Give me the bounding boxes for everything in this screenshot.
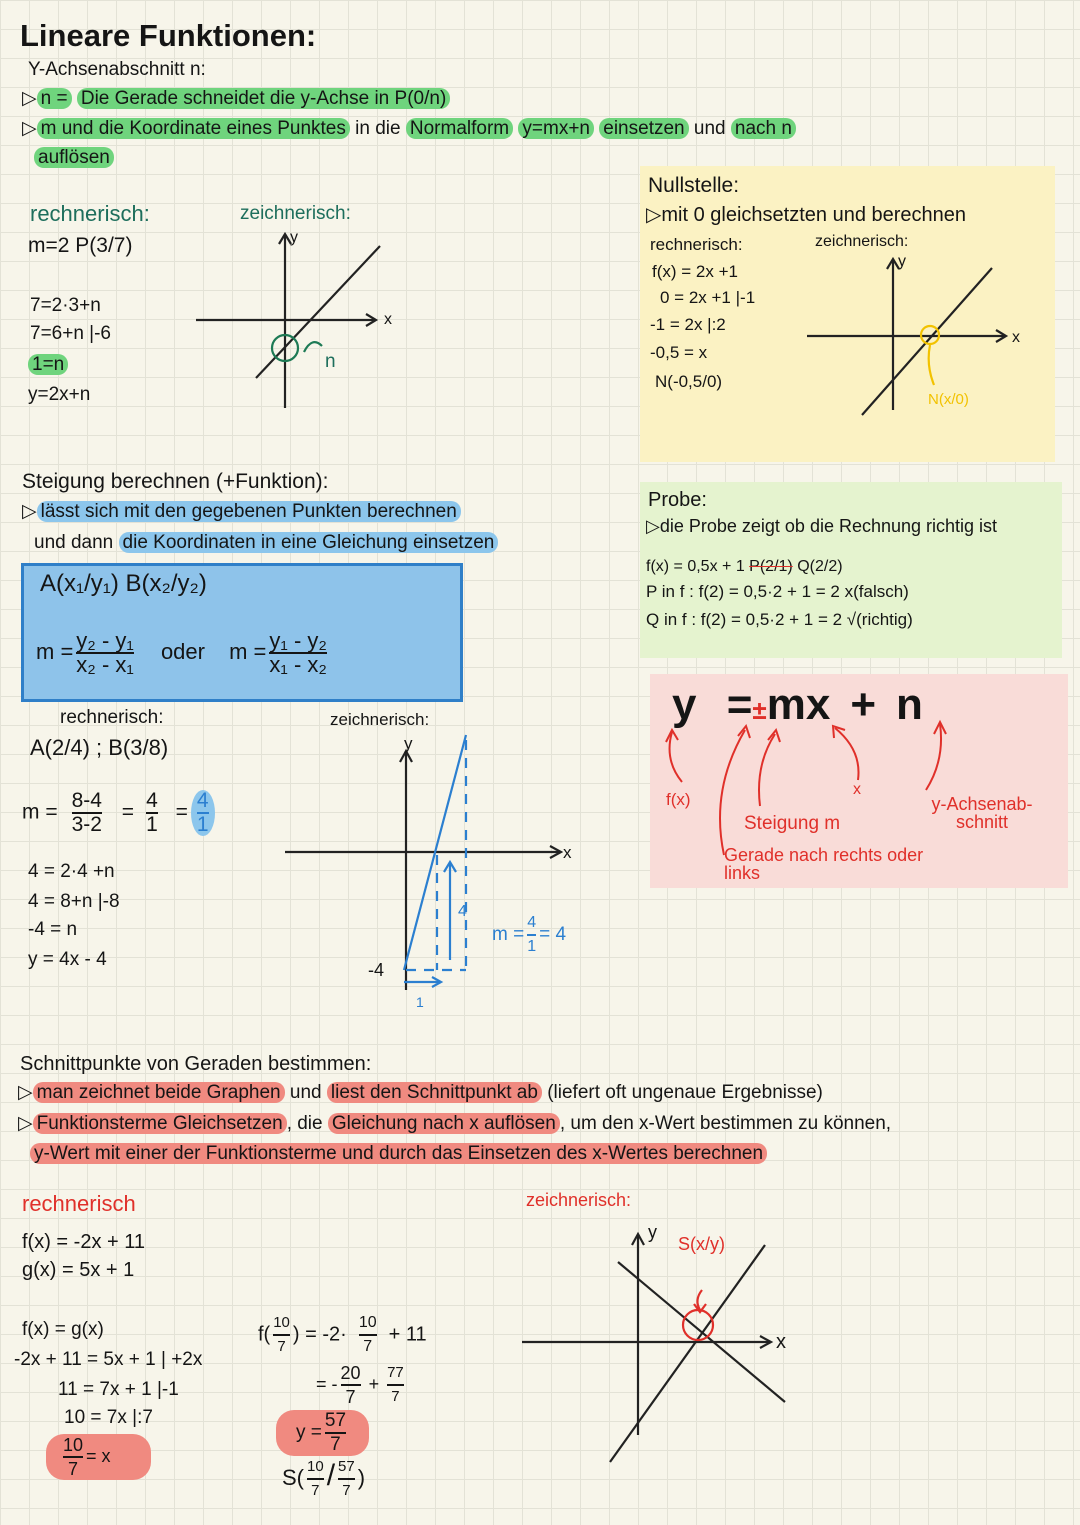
- intercept-bullet-2: ▷ m und die Koordinate eines Punktes in die Normalform y=mx+n einsetzen und nach n: [22, 117, 796, 141]
- nullstelle-heading: Nullstelle:: [648, 174, 740, 197]
- steigung-bullet: ▷ lässt sich mit den gegebenen Punkten berechnen: [22, 500, 461, 524]
- t: + 11: [388, 1323, 427, 1346]
- num: 20: [340, 1363, 361, 1383]
- num: 10: [273, 1314, 290, 1331]
- hl: n =: [37, 88, 72, 109]
- txt: die Probe zeigt ob die Rechnung richtig ist: [659, 516, 998, 536]
- den: 1: [146, 813, 158, 836]
- calc-line: 10 = 7x |:7: [64, 1407, 153, 1428]
- den: 7: [325, 1432, 346, 1456]
- calc-line: m=2 P(3/7): [28, 234, 133, 257]
- num: 4: [146, 789, 158, 812]
- page-title: Lineare Funktionen:: [20, 18, 317, 53]
- calc-line: 0 = 2x +1 |-1: [660, 288, 756, 307]
- hl: y=mx+n: [518, 118, 594, 139]
- axis-x-label: x: [776, 1331, 786, 1353]
- eq: =: [726, 680, 753, 729]
- hl: liest den Schnittpunkt ab: [327, 1082, 542, 1103]
- txt: , um den x-Wert bestimmen zu können,: [559, 1113, 892, 1134]
- axis-x-label: x: [563, 843, 572, 862]
- txt: und dann: [34, 532, 114, 553]
- num: y₂ - y₁: [76, 628, 134, 653]
- label-direction: Gerade nach rechts oder links: [724, 845, 924, 883]
- calc-label: rechnerisch:: [650, 235, 743, 254]
- t: +: [368, 1373, 380, 1394]
- calc-label: rechnerisch:: [60, 707, 164, 728]
- calc-line: 11 = 7x + 1 |-1: [58, 1379, 179, 1400]
- axis-x-label: x: [1012, 329, 1020, 346]
- plus: +: [850, 680, 877, 729]
- t: ) = -2·: [292, 1323, 347, 1346]
- x: x: [805, 680, 831, 729]
- schnitt-bullet-2: ▷ Funktionsterme Gleichsetzen , die Gleichung nach x auflösen , um den x-Wert bestimmen zu können,: [18, 1113, 892, 1134]
- t: = -: [316, 1373, 338, 1394]
- steigung-heading: Steigung berechnen (+Funktion):: [22, 470, 329, 493]
- calc-line: f(x) = g(x): [22, 1319, 104, 1340]
- intercept-bullet-1: ▷ n = Die Gerade schneidet die y-Achse in P(0/n): [22, 87, 450, 111]
- txt: mit 0 gleichsetzten und berechnen: [661, 204, 967, 226]
- den: 7: [307, 1478, 324, 1502]
- graph-label: zeichnerisch:: [240, 203, 351, 224]
- t: f(: [258, 1323, 271, 1346]
- hl: die Koordinaten in eine Gleichung einsetzen: [119, 532, 499, 553]
- den: 7: [359, 1334, 377, 1358]
- graph-label: zeichnerisch:: [526, 1190, 632, 1210]
- n: n: [896, 680, 923, 729]
- nullstelle-bullet: ▷mit 0 gleichsetzten und berechnen: [646, 204, 967, 226]
- oder: oder: [160, 638, 205, 664]
- txt: in die: [355, 118, 401, 139]
- calc-line: 4 = 2·4 +n: [28, 861, 115, 882]
- hl: nach n: [731, 118, 796, 139]
- calc-line: 4 = 8+n |-8: [28, 891, 120, 912]
- t: y =: [296, 1422, 322, 1444]
- hl: lässt sich mit den gegebenen Punkten berechnen: [37, 501, 461, 522]
- calc-line: 7=2·3+n: [30, 295, 101, 316]
- function-f: f(x) = -2x + 11: [22, 1231, 146, 1253]
- probe-bullet: ▷die Probe zeigt ob die Rechnung richtig ist: [646, 516, 998, 536]
- calc-line: N(-0,5/0): [655, 372, 723, 391]
- hl: einsetzen: [599, 118, 688, 139]
- txt: (liefert oft ungenaue Ergebnisse): [547, 1082, 823, 1103]
- den: 7: [338, 1478, 355, 1502]
- den: 1: [196, 813, 209, 836]
- hl: 1=n: [28, 354, 68, 375]
- function: f(x) = 0,5x + 1: [646, 558, 745, 575]
- axis-y-label: y: [898, 253, 906, 270]
- schnitt-bullet-1: ▷ man zeichnet beide Graphen und liest den Schnittpunkt ab (liefert oft ungenaue Ergebnisse): [18, 1082, 823, 1103]
- label-slope: Steigung m: [744, 813, 841, 834]
- label-fx: f(x): [666, 790, 691, 809]
- calc-line: -1 = 2x |:2: [650, 315, 726, 334]
- given-points: A(2/4) ; B(3/8): [30, 735, 169, 760]
- num: 4: [527, 914, 537, 931]
- probe-line-3: Q in f : f(2) = 0,5·2 + 1 = 2 √(richtig): [646, 610, 913, 629]
- eq: =: [175, 800, 188, 824]
- den: 3-2: [71, 813, 102, 836]
- m-label: m =: [36, 638, 74, 664]
- den: x₂ - x₁: [76, 652, 134, 677]
- num: 4: [196, 789, 209, 812]
- pm: ±: [752, 695, 767, 725]
- den: 7: [273, 1334, 290, 1358]
- n-label: n: [325, 351, 336, 372]
- rise-label: 4: [458, 903, 467, 920]
- num: 8-4: [71, 789, 102, 812]
- num: 57: [338, 1458, 355, 1475]
- graph-label: zeichnerisch:: [815, 233, 909, 250]
- graph-label: zeichnerisch:: [330, 710, 430, 729]
- hl: Gleichung nach x auflösen: [328, 1113, 560, 1134]
- eq: =: [121, 800, 135, 824]
- m-label: m =: [492, 924, 525, 946]
- hl: Die Gerade schneidet die y-Achse in P(0/n): [77, 88, 450, 109]
- hl: auflösen: [34, 147, 114, 168]
- result: = 4: [539, 924, 567, 946]
- calc-line: f(x) = 2x +1: [652, 262, 738, 281]
- eq: = x: [86, 1445, 111, 1466]
- num: 77: [387, 1364, 404, 1381]
- probe-line-2: P in f : f(2) = 0,5·2 + 1 = 2 x(falsch): [646, 582, 909, 601]
- axis-y-label: y: [648, 1222, 657, 1242]
- hl: Normalform: [406, 118, 513, 139]
- run-label: 1: [416, 994, 424, 1010]
- schnitt-heading: Schnittpunkte von Geraden bestimmen:: [20, 1053, 372, 1075]
- den: 1: [527, 934, 536, 958]
- point-q: Q(2/2): [797, 558, 843, 575]
- label-intercept: y-Achsenab-schnitt: [931, 794, 1033, 832]
- num: 57: [324, 1410, 347, 1431]
- axis-y-label: y: [404, 734, 413, 753]
- calc-label: rechnerisch: [22, 1191, 136, 1216]
- calc-label: rechnerisch:: [30, 201, 150, 226]
- calc-line: 7=6+n |-6: [30, 323, 112, 344]
- den: 7: [63, 1456, 83, 1480]
- den: 7: [341, 1384, 361, 1408]
- intersection-label: S(x/y): [678, 1234, 725, 1254]
- calc-line: -2x + 11 = 5x + 1 | +2x: [14, 1349, 203, 1370]
- m-label: m =: [22, 800, 58, 824]
- points-generic: A(x₁/y₁) B(x₂/y₂): [40, 570, 207, 597]
- t: /: [326, 1458, 336, 1492]
- calc-line: -0,5 = x: [650, 343, 708, 362]
- txt: und: [289, 1082, 322, 1103]
- m: m: [766, 680, 806, 729]
- calc-line: -4 = n: [28, 919, 78, 940]
- num: 10: [358, 1314, 377, 1331]
- den: 7: [387, 1384, 404, 1408]
- num: y₁ - y₂: [269, 628, 327, 653]
- num: 10: [307, 1458, 324, 1475]
- function-g: g(x) = 5x + 1: [22, 1259, 135, 1281]
- txt: , die: [286, 1113, 323, 1134]
- intercept-heading: Y-Achsenabschnitt n:: [28, 59, 206, 80]
- m-label: m =: [229, 638, 267, 664]
- hl: Funktionsterme Gleichsetzen: [33, 1113, 287, 1134]
- label-x: x: [853, 781, 861, 798]
- calc-line: y=2x+n: [28, 384, 91, 405]
- t: ): [357, 1464, 366, 1490]
- probe-heading: Probe:: [648, 489, 707, 511]
- hl: y-Wert mit einer der Funktionsterme und durch das Einsetzen des x-Wertes berechnen: [30, 1143, 767, 1164]
- hl: man zeichnet beide Graphen: [33, 1082, 285, 1103]
- calc-line: y = 4x - 4: [28, 949, 107, 970]
- den: x₁ - x₂: [269, 652, 327, 677]
- num: 10: [63, 1435, 84, 1455]
- minus4-label: -4: [368, 960, 385, 980]
- hl: m und die Koordinate eines Punktes: [37, 118, 350, 139]
- point-p-crossed: P(2/1): [749, 558, 793, 575]
- y: y: [672, 680, 697, 729]
- axis-x-label: x: [384, 311, 392, 328]
- t: S(: [282, 1464, 304, 1490]
- txt: und: [693, 118, 726, 139]
- axis-y-label: y: [290, 229, 298, 246]
- nullstelle-point-label: N(x/0): [928, 391, 969, 408]
